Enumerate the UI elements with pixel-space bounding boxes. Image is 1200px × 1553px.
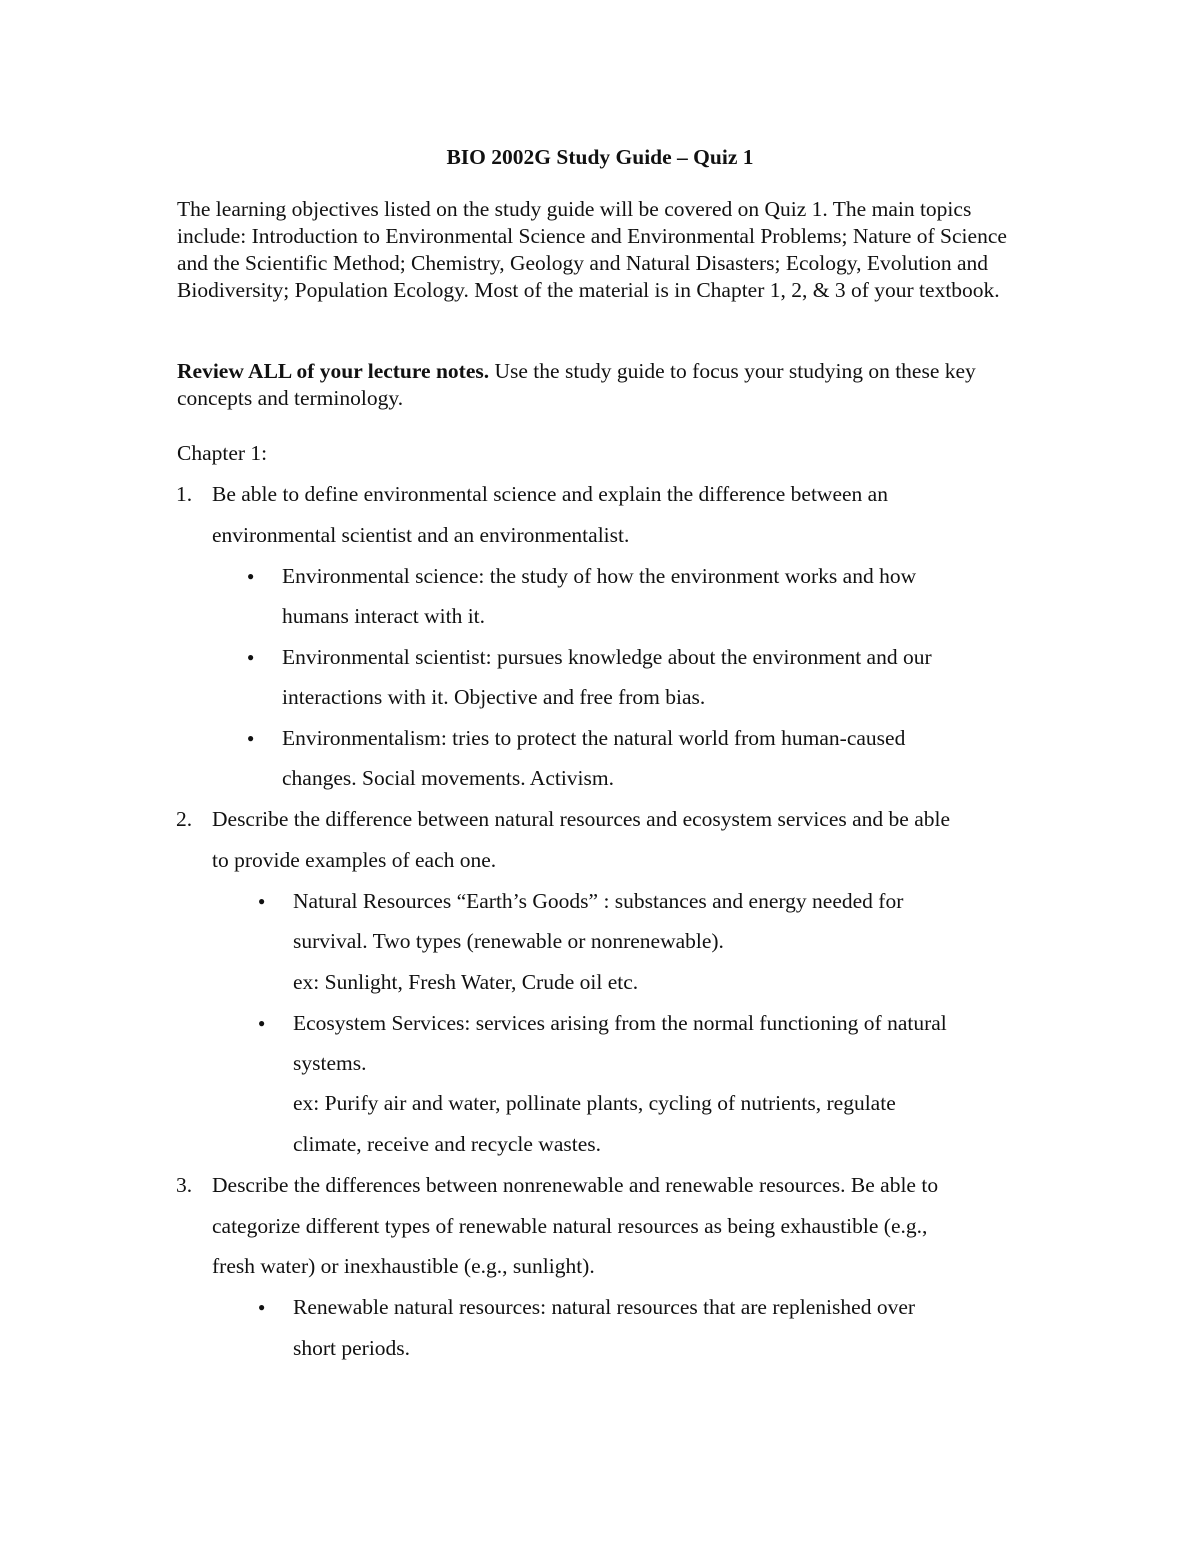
bullet-icon: ●	[247, 731, 255, 745]
item-number: 3.	[176, 1173, 193, 1197]
bullet-text-line: interactions with it. Objective and free from bias.	[282, 685, 706, 709]
item-text-line: categorize different types of renewable natural resources as being exhaustible (e.g.,	[212, 1214, 928, 1238]
item-text-line: to provide examples of each one.	[212, 848, 497, 872]
bullet-text-line: Environmental science: the study of how the environment works and how	[282, 564, 917, 588]
bullet-text-line: Environmentalism: tries to protect the natural world from human-caused	[282, 726, 906, 750]
bullet-text-line: Environmental scientist: pursues knowledge about the environment and our	[282, 645, 932, 669]
bullet-icon: ●	[258, 1016, 266, 1030]
item-text-line: environmental scientist and an environmentalist.	[212, 523, 630, 547]
item-text-line: Describe the differences between nonrenewable and renewable resources. Be able to	[212, 1173, 939, 1197]
bullet-text-line: climate, receive and recycle wastes.	[293, 1132, 601, 1156]
review-paragraph	[177, 358, 1027, 412]
bullet-icon: ●	[258, 894, 266, 908]
bullet-text-line: ex: Sunlight, Fresh Water, Crude oil etc.	[293, 970, 639, 994]
bullet-text-line: ex: Purify air and water, pollinate plants, cycling of nutrients, regulate	[293, 1091, 896, 1115]
bullet-icon: ●	[247, 650, 255, 664]
bullet-icon: ●	[247, 569, 255, 583]
item-text-line: Describe the difference between natural resources and ecosystem services and be able	[212, 807, 951, 831]
bullet-text-line: humans interact with it.	[282, 604, 486, 628]
bullet-text-line: Renewable natural resources: natural resources that are replenished over	[293, 1295, 916, 1319]
bullet-text-line: systems.	[293, 1051, 367, 1075]
item-text-line: fresh water) or inexhaustible (e.g., sunlight).	[212, 1254, 595, 1278]
bullet-icon: ●	[258, 1300, 266, 1314]
document-title: BIO 2002G Study Guide – Quiz 1	[446, 145, 754, 169]
bullet-text-line: changes. Social movements. Activism.	[282, 766, 615, 790]
item-number: 2.	[176, 807, 193, 831]
intro-paragraph: The learning objectives listed on the study guide will be covered on Quiz 1. The main topics include: Introduction to Environmental Science and Environmental Problems; Nature of Science and the Scientific Method; Chemistry, Geology and Natural Disasters; Ecology, Evolution and Biodiversity; Population Ecology. Most of the material is in Chapter 1, 2, & 3 of your textbook.	[177, 197, 1007, 302]
item-number: 1.	[176, 482, 193, 506]
review-rest-text: Use the study guide to focus your studying on these key concepts and terminology.	[177, 359, 976, 410]
review-bold-text: Review ALL of your lecture notes.	[177, 359, 490, 383]
chapter-heading: Chapter 1:	[177, 441, 268, 465]
bullet-text-line: Ecosystem Services: services arising from the normal functioning of natural	[293, 1011, 947, 1035]
item-text-line: Be able to define environmental science and explain the difference between an	[212, 482, 888, 506]
bullet-text-line: Natural Resources “Earth’s Goods” : substances and energy needed for	[293, 889, 904, 913]
bullet-text-line: short periods.	[293, 1336, 411, 1360]
bullet-text-line: survival. Two types (renewable or nonrenewable).	[293, 929, 724, 953]
